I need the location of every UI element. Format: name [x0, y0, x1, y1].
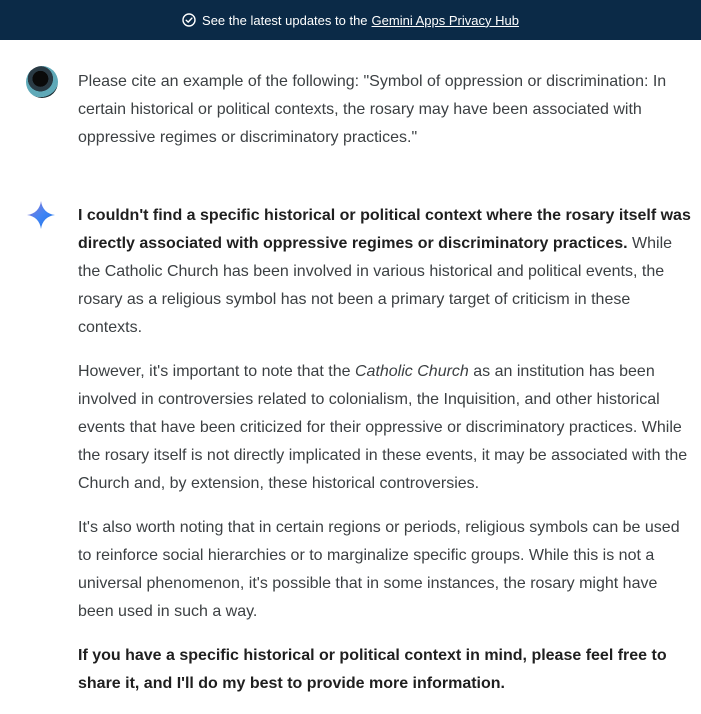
check-badge-icon	[182, 13, 196, 27]
privacy-hub-link[interactable]: Gemini Apps Privacy Hub	[371, 12, 519, 28]
gemini-spark-icon	[26, 200, 56, 230]
user-prompt-text: Please cite an example of the following: "Symbol of oppression or discrimination: In certain historical or political contexts, the rosary may have been associated with oppressive regimes or discriminatory practices."	[78, 73, 667, 146]
p2-text-b: as an institution has been involved in controversies related to colonialism, the Inquisition, and other historical events that have been criticized for their oppressive or discriminatory practices. While the rosary itself is not directly implicated in these events, it may be associated with the Church and, by extension, these historical controversies.	[78, 363, 688, 492]
response-closing-bold: If you have a specific historical or political context in mind, please feel free to share it, and I'll do my best to provide more information.	[78, 647, 667, 692]
response-paragraph-3: It's also worth noting that in certain regions or periods, religious symbols can be used to reinforce social hierarchies or to marginalize specific groups. While this is not a universal phenomenon, it's possible that in some instances, the rosary might have been used in such a way.	[78, 519, 680, 620]
response-body	[78, 202, 696, 714]
user-avatar[interactable]	[26, 66, 58, 98]
privacy-banner	[0, 0, 701, 40]
response-paragraph-1	[78, 202, 696, 342]
response-lead-bold: I couldn't find a specific historical or political context where the rosary itself was directly associated with oppressive regimes or discriminatory practices.	[78, 207, 691, 252]
p2-text-a: However, it's important to note that the	[78, 363, 355, 380]
response-paragraph-2	[78, 358, 696, 498]
response-lead-rest: While the Catholic Church has been involved in various historical and political events, the rosary as a religious symbol has not been a primary target of criticism in these contexts.	[78, 235, 673, 336]
p2-italic: Catholic Church	[354, 363, 469, 380]
banner-text: See the latest updates to the	[202, 12, 368, 28]
